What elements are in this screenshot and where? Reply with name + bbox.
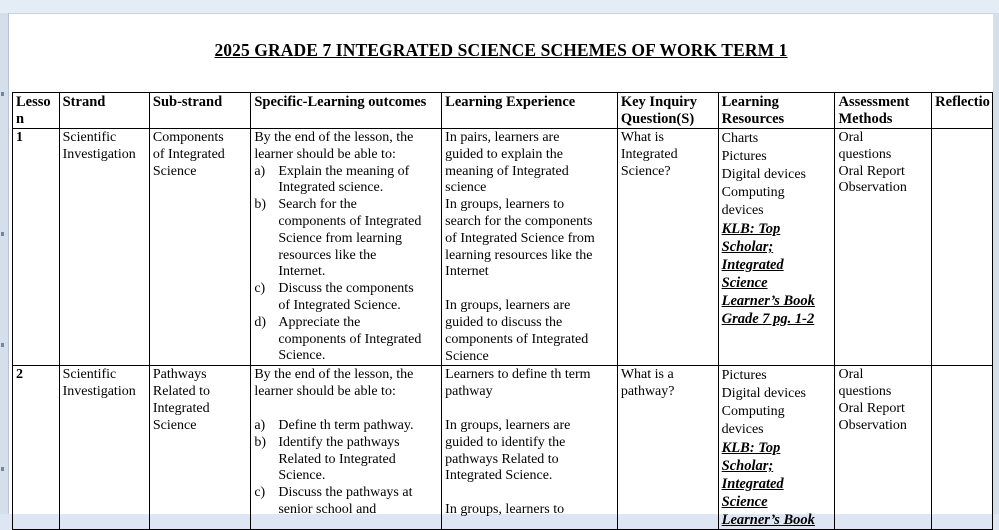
header-experience: Learning Experience — [442, 93, 618, 129]
cell-line: Integrated science. — [278, 180, 384, 196]
cell-line: Integrated — [620, 146, 678, 162]
cell-line: Science? — [620, 163, 671, 179]
header-substrand: Sub-strand — [149, 93, 250, 129]
cell-line: pathway — [445, 384, 493, 400]
cell-line: of Integrated — [152, 146, 225, 162]
cell-line: Internet — [445, 264, 489, 280]
cell-line: Pathways — [152, 367, 207, 383]
header-reflection: Reflectio — [932, 93, 993, 129]
outcomes-cell — [251, 366, 442, 530]
cell-line: Science — [152, 163, 197, 179]
cell-line: Science — [721, 275, 768, 291]
header-assessment: Assessment Methods — [835, 93, 932, 129]
cell-line: Related to Integrated — [278, 451, 396, 467]
cell-gap — [254, 401, 439, 418]
outcomes-list — [254, 164, 439, 366]
cell-line: questions — [838, 146, 892, 162]
cell-line: components of Integrated — [445, 331, 589, 347]
outcome-marker: c) — [254, 281, 266, 297]
cell-line: Related to — [152, 384, 211, 400]
cell-line: Components — [152, 130, 224, 145]
ruler-tick — [1, 467, 4, 471]
cell-line: What is — [620, 130, 664, 145]
cell-line: Integrated — [152, 400, 210, 416]
cell-line: questions — [838, 384, 892, 400]
experience-cell — [442, 366, 618, 530]
cell-line: science — [445, 180, 487, 196]
cell-line: Integrated — [721, 257, 784, 273]
cell-line: Digital devices — [721, 167, 806, 182]
cell-line: Investigation — [62, 384, 136, 400]
cell-line: Science — [152, 417, 197, 433]
outcome-marker: a) — [254, 163, 266, 179]
outcome-item — [254, 435, 439, 485]
ruler-tick — [1, 92, 4, 96]
cell-line: Integrated — [721, 476, 784, 493]
cell-line: meaning of Integrated — [445, 163, 569, 179]
cell-line: Scholar; — [721, 239, 774, 255]
cell-line: Internet. — [278, 264, 326, 280]
header-row — [13, 93, 993, 129]
cell-line: Learner’s Book — [721, 293, 815, 309]
cell-line: Science. — [278, 348, 326, 364]
outcome-item — [254, 485, 439, 519]
cell-line: Computing — [721, 185, 785, 200]
outcome-marker: b) — [254, 197, 266, 213]
cell-line: Search for the — [278, 197, 357, 213]
cell-line: In pairs, learners are — [445, 130, 560, 145]
cell-line: What is a — [620, 367, 674, 383]
cell-line: resources like the — [278, 247, 377, 263]
cell-line: learning resources like the — [445, 247, 593, 263]
cell-line: Scholar; — [721, 458, 774, 475]
right-scrollbar[interactable] — [993, 13, 999, 514]
cell-line — [445, 485, 615, 502]
cell-line: Grade 7 pg. 1-2 — [721, 311, 815, 327]
cell-line — [445, 281, 615, 298]
cell-line: Pictures — [721, 368, 767, 384]
cell-line: devices — [721, 203, 764, 218]
header-lesson: Lesso n — [13, 93, 60, 129]
experience-cell — [442, 129, 618, 366]
cell-line — [445, 401, 615, 418]
substrand-cell — [149, 366, 250, 530]
cell-line: guided to identify the — [445, 434, 566, 450]
cell-line: In groups, learners are — [445, 298, 571, 314]
cell-line: Observation — [838, 180, 907, 196]
document-page — [9, 14, 993, 529]
outcome-marker: a) — [254, 417, 266, 433]
assessment-cell — [835, 129, 932, 366]
reflection-cell — [932, 366, 993, 530]
cell-line: Science — [721, 494, 768, 511]
outcomes-cell — [251, 129, 442, 366]
table-row — [13, 129, 993, 366]
outcome-item — [254, 164, 439, 198]
cell-line: pathway? — [620, 384, 675, 400]
outcome-marker: c) — [254, 485, 266, 501]
cell-line: Define th term pathway. — [278, 417, 414, 433]
cell-line: components of Integrated — [278, 213, 422, 229]
lesson-number: 1 — [13, 129, 60, 366]
assessment-cell — [835, 366, 932, 530]
outcome-item — [254, 281, 439, 315]
cell-line: guided to explain the — [445, 146, 563, 162]
cell-line: Discuss the components — [278, 281, 414, 297]
cell-line: learner should be able to: — [254, 384, 396, 400]
outcomes-list — [254, 418, 439, 519]
cell-line: Science. — [278, 468, 326, 484]
resources-cell — [718, 366, 835, 530]
cell-line: In groups, learners to — [445, 502, 565, 518]
header-outcomes: Specific-Learning outcomes — [251, 93, 442, 129]
cell-line: KLB: Top — [721, 440, 781, 457]
cell-line: Pictures — [721, 149, 767, 164]
strand-cell — [59, 129, 149, 366]
cell-line: pathways Related to — [445, 451, 559, 467]
cell-line: Oral — [838, 130, 864, 145]
cell-line: learner should be able to: — [254, 146, 396, 162]
outcome-item — [254, 197, 439, 281]
cell-line: Charts — [721, 131, 759, 146]
header-resources: Learning Resources — [718, 93, 835, 129]
cell-line: search for the components — [445, 213, 593, 229]
cell-line: devices — [721, 422, 764, 438]
cell-line: Learner’s Book — [721, 512, 815, 529]
cell-line: In groups, learners are — [445, 417, 571, 433]
cell-line: Science — [445, 348, 489, 364]
cell-line: Appreciate the — [278, 314, 361, 330]
outcome-marker: b) — [254, 434, 266, 450]
header-strand: Strand — [59, 93, 149, 129]
cell-line: senior school and — [278, 501, 377, 517]
cell-line: components of Integrated — [278, 331, 422, 347]
cell-line: By the end of the lesson, the — [254, 130, 414, 145]
cell-line: Oral — [838, 367, 864, 383]
cell-line: guided to discuss the — [445, 314, 563, 330]
cell-line: Identify the pathways — [278, 434, 400, 450]
header-inquiry: Key Inquiry Question(S) — [617, 93, 718, 129]
cell-line: Oral Report — [838, 400, 905, 416]
left-ruler — [0, 13, 9, 514]
cell-line: Scientific — [62, 367, 117, 383]
strand-cell — [59, 366, 149, 530]
cell-line: Investigation — [62, 146, 136, 162]
cell-line: of Integrated Science from — [445, 230, 595, 246]
cell-line: By the end of the lesson, the — [254, 367, 414, 383]
cell-line: Observation — [838, 417, 907, 433]
substrand-cell — [149, 129, 250, 366]
cell-line: Discuss the pathways at — [278, 485, 413, 501]
window-top-bar — [0, 0, 999, 14]
outcome-item — [254, 418, 439, 435]
cell-line: Oral Report — [838, 163, 905, 179]
resources-cell — [718, 129, 835, 366]
cell-line: Scientific — [62, 130, 117, 145]
cell-line: KLB: Top — [721, 221, 781, 237]
cell-line: Computing — [721, 404, 785, 420]
reflection-cell — [932, 129, 993, 366]
cell-line: Digital devices — [721, 386, 806, 402]
cell-line: Integrated Science. — [445, 468, 553, 484]
cell-line: Learners to define th term — [445, 367, 591, 383]
outcome-item — [254, 315, 439, 365]
cell-line: Explain the meaning of — [278, 163, 410, 179]
ruler-tick — [1, 343, 4, 347]
cell-line: of Integrated Science. — [278, 297, 401, 313]
ruler-tick — [1, 232, 4, 236]
inquiry-cell — [617, 366, 718, 530]
cell-line: Science from learning — [278, 230, 402, 246]
lesson-number: 2 — [13, 366, 60, 530]
table-row — [13, 366, 993, 530]
inquiry-cell — [617, 129, 718, 366]
document-title: 2025 GRADE 7 INTEGRATED SCIENCE SCHEMES OF WORK TERM 1 — [214, 40, 788, 60]
outcome-marker: d) — [254, 314, 266, 330]
cell-line: In groups, learners to — [445, 197, 565, 213]
schemes-table — [12, 92, 993, 530]
